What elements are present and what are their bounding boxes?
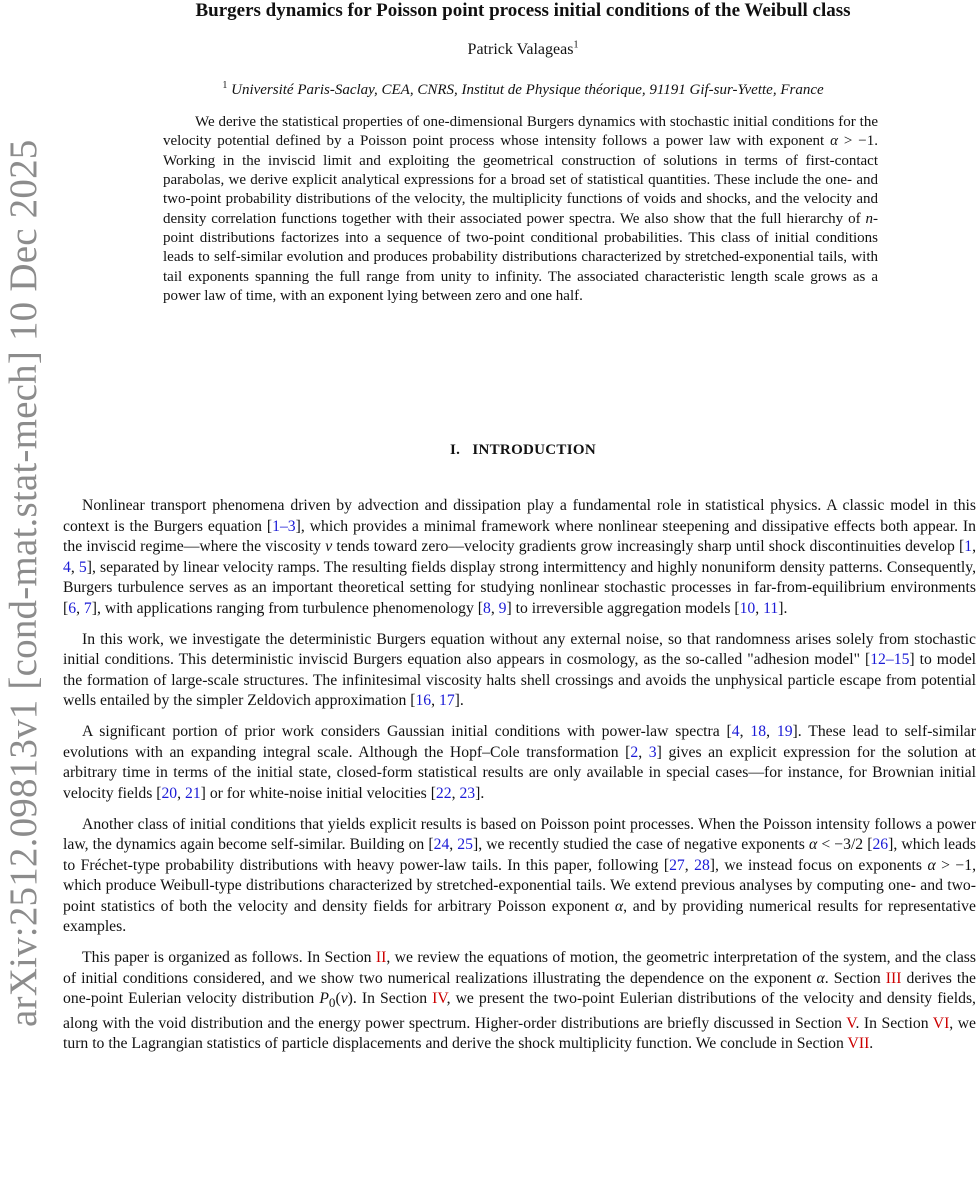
section-link[interactable]: V — [846, 1014, 856, 1032]
citation-link[interactable]: 6 — [68, 599, 77, 617]
section-link[interactable]: II — [375, 949, 387, 966]
citation-link[interactable]: 26 — [872, 836, 889, 853]
arxiv-identifier-stamp: arXiv:2512.09813v1 [cond-mat.stat-mech] 10 Dec 2025 — [2, 139, 45, 1027]
citation-link[interactable]: 8 — [482, 599, 491, 617]
abstract: We derive the statistical properties of one-dimensional Burgers dynamics with stochastic initial conditions for the velocity potential defined by a Poisson point process whose intensity follows a power law with exponent α > −1. Working in the inviscid limit and exploiting the geometrical construction of solutions in terms of first-contact parabolas, we derive explicit analytical expressions for a broad set of statistical quantities. These include the one- and two-point probability distributions of the velocity, the multiplicity functions of voids and shocks, and the velocity and density correlation functions together with their associated power spectra. We also show that the full hierarchy of n-point distributions factorizes into a sequence of two-point conditional probabilities. This class of initial conditions leads to self-similar evolution and produces probability distributions characterized by stretched-exponential tails, with tail exponents spanning the full range from unity to infinity. The associated characteristic length scale grows as a power law of time, with an exponent lying between zero and one half. — [163, 114, 879, 305]
paragraph-1: Nonlinear transport phenomena driven by advection and dissipation play a fundamental role in statistical physics. A classic model in this context is the Burgers equation [1–3], which provides a minimal framework where nonlinear steepening and dissipative effects both appear. In the inviscid regime—where the viscosity ν tends toward zero—velocity gradients grow increasingly sharp until shock discontinuities develop [1, 4, 5], separated by linear velocity ramps. The resulting fields display strong intermittency and highly nonuniform density patterns. Consequently, Burgers turbulence serves as an important theoretical setting for studying nonlinear stochastic processes in far-from-equilibrium environments [6, 7], with applications ranging from turbulence phenomenology [8, 9] to irreversible aggregation models [10, 11]. — [63, 497, 976, 617]
section-link[interactable]: VII — [847, 1035, 870, 1053]
citation-link[interactable]: 11 — [763, 599, 779, 617]
introduction-body — [63, 496, 976, 1065]
citation-link[interactable]: 4 — [731, 723, 740, 740]
affiliation-mark: 1 — [222, 80, 228, 91]
author-name: Patrick Valageas — [467, 41, 574, 58]
paragraph-2: In this work, we investigate the deterministic Burgers equation without any external noise, so that randomness arises solely from stochastic initial conditions. This deterministic inviscid Burgers equation also appears in cosmology, as the so-called "adhesion model" [12–15] to model the formation of large-scale structures. The infinitesimal viscosity halts shell crossings and avoids the unphysical particle escape from potential wells entailed by the simpler Zeldovich approximation [16, 17]. — [63, 630, 976, 709]
citation-link[interactable]: 1–3 — [272, 517, 296, 535]
citation-link[interactable]: 16 — [415, 692, 432, 709]
citation-link[interactable]: 21 — [184, 784, 201, 802]
citation-link[interactable]: 24 — [433, 836, 450, 853]
paragraph-3: A significant portion of prior work considers Gaussian initial conditions with power-law spectra [4, 18, 19]. These lead to self-similar evolutions with an expanding integral scale. Although the Hopf–Cole transformation [2, 3] gives an explicit expression for the solution at arbitrary time in terms of the initial state, closed-form statistical results are only available in special cases—for instance, for Brownian initial velocity fields [20, 21] or for white-noise initial velocities [22, 23]. — [63, 723, 976, 802]
section-link[interactable]: IV — [432, 990, 447, 1007]
section-heading-introduction — [70, 440, 976, 460]
citation-link[interactable]: 25 — [457, 836, 473, 853]
author-affiliation-mark: 1 — [573, 39, 579, 51]
citation-link[interactable]: 1 — [964, 538, 973, 555]
paper-title: Burgers dynamics for Poisson point process initial conditions of the Weibull class — [195, 0, 851, 21]
author-line — [70, 40, 976, 60]
paragraph-5: This paper is organized as follows. In Section II, we review the equations of motion, the geometric interpretation of the system, and the class of initial conditions considered, and we show two numerical realizations illustrating the dependence on the exponent α. Section III derives the one-point Eulerian velocity distribution $P_0(v)$. In Section IV, we present the two-point Eulerian distributions of the velocity and density fields, along with the void distribution and the energy power spectrum. Higher-order distributions are briefly discussed in Section V. In Section VI, we turn to the Lagrangian statistics of particle displacements and derive the shock multiplicity function. We conclude in Section VII. — [63, 949, 976, 1053]
citation-link[interactable]: 2 — [630, 743, 639, 761]
affiliation-line — [70, 80, 976, 100]
section-link[interactable]: III — [885, 969, 902, 987]
section-number: I. — [450, 442, 461, 458]
citation-link[interactable]: 19 — [776, 723, 793, 740]
citation-link[interactable]: 12–15 — [870, 651, 910, 668]
section-title: INTRODUCTION — [472, 442, 596, 458]
section-link[interactable]: VI — [932, 1014, 950, 1032]
citation-link[interactable]: 28 — [694, 856, 710, 874]
citation-link[interactable]: 23 — [459, 784, 476, 802]
citation-link[interactable]: 4 — [63, 558, 71, 576]
citation-link[interactable]: 9 — [498, 599, 507, 617]
paragraph-4: Another class of initial conditions that yields explicit results is based on Poisson point processes. When the Poisson intensity follows a power law, the dynamics again become self-similar. Building on [24, 25], we recently studied the case of negative exponents α < −3/2 [26], which leads to Fréchet-type probability distributions with heavy power-law tails. In this paper, following [27, 28], we instead focus on exponents α > −1, which produce Weibull-type distributions characterized by stretched-exponential tails. We extend previous analyses by computing one- and two-point statistics of both the velocity and density fields for arbitrary Poisson exponent α, and by providing numerical results for representative examples. — [63, 815, 976, 935]
citation-link[interactable]: 5 — [78, 558, 87, 576]
citation-link[interactable]: 17 — [438, 692, 455, 709]
citation-link[interactable]: 18 — [750, 723, 767, 740]
affiliation-text: Université Paris-Saclay, CEA, CNRS, Institut de Physique théorique, 91191 Gif-sur-Yvette, France — [231, 82, 824, 98]
citation-link[interactable]: 7 — [83, 599, 92, 617]
citation-link[interactable]: 20 — [161, 784, 178, 802]
citation-link[interactable]: 3 — [648, 743, 657, 761]
citation-link[interactable]: 22 — [435, 784, 452, 802]
citation-link[interactable]: 27 — [669, 856, 685, 874]
citation-link[interactable]: 10 — [739, 599, 756, 617]
